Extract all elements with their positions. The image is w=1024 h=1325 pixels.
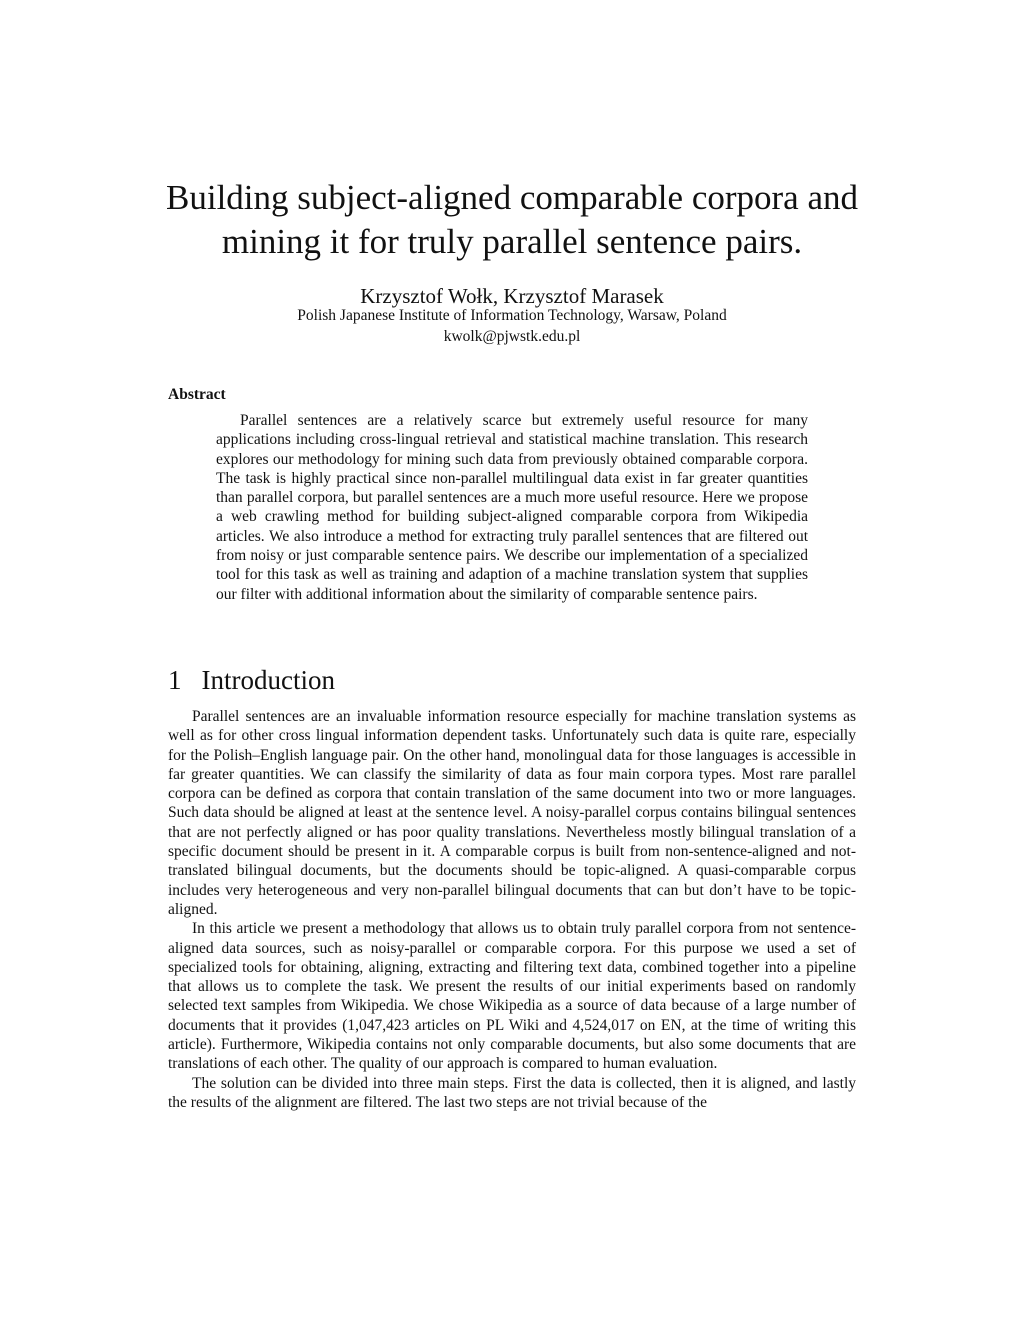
paper-affiliation: Polish Japanese Institute of Information Technology, Warsaw, Poland [297, 307, 727, 324]
section-title: Introduction [201, 665, 335, 695]
abstract-heading: Abstract [168, 386, 226, 403]
section-number: 1 [168, 665, 182, 695]
paper-title-line-2: mining it for truly parallel sentence pairs. [221, 222, 803, 261]
section-heading-introduction [168, 664, 335, 696]
introduction-body [168, 707, 856, 1112]
abstract-body: Parallel sentences are a relatively scarce but extremely useful resource for many applications including cross-lingual retrieval and statistical machine translation. This research explores our methodology for mining such data from previously obtained comparable corpora. The task is highly practical since non-parallel multilingual data exist in far greater quantities than parallel corpora, but parallel sentences are a much more useful resource. Here we propose a web crawling method for building subject-aligned comparable corpora from Wikipedia articles. We also introduce a method for extracting truly parallel sentences that are filtered out from noisy or just comparable sentence pairs. We describe our implementation of a specialized tool for this task as well as training and adaption of a machine translation system that supplies our filter with additional information about the similarity of comparable sentence pairs. [216, 412, 808, 603]
paper-email: kwolk@pjwstk.edu.pl [443, 328, 581, 345]
paper-authors: Krzysztof Wołk, Krzysztof Marasek [360, 284, 664, 308]
intro-paragraph-2: In this article we present a methodology that allows us to obtain truly parallel corpora from not sentence-aligned data sources, such as noisy-parallel or comparable corpora. For this purpose we used a set of specialized tools for obtaining, aligning, extracting and filtering text data, combined together into a pipeline that allows us to complete the task. We present the results of our initial experiments based on randomly selected text samples from Wikipedia. We chose Wikipedia as a source of data because of a large number of documents that it provides (1,047,423 articles on PL Wiki and 4,524,017 on EN, at the time of writing this article). Furthermore, Wikipedia contains not only comparable documents, but also some documents that are translations of each other. The quality of our approach is compared to human evaluation. [168, 920, 856, 1073]
intro-paragraph-3: The solution can be divided into three main steps. First the data is collected, then it is aligned, and lastly the results of the alignment are filtered. The last two steps are not trivial because of the [168, 1074, 856, 1111]
paper-title [120, 176, 904, 264]
intro-paragraph-1: Parallel sentences are an invaluable information resource especially for machine translation systems as well as for other cross lingual information dependent tasks. Unfortunately such data is quite rare, especially for the Polish–English language pair. On the other hand, monolingual data for those languages is accessible in far greater quantities. We can classify the similarity of data as four main corpora types. Most rare parallel corpora can be defined as corpora that contain translation of the same document into two or more languages. Such data should be aligned at least at the sentence level. A noisy-parallel corpus contains bilingual sentences that are not perfectly aligned or has poor quality translations. Nevertheless mostly bilingual translation of a specific document should be present in it. A comparable corpus is built from non-sentence-aligned and not-translated bilingual documents, but the documents should be topic-aligned. A quasi-comparable corpus includes very heterogeneous and very non-parallel bilingual documents that can but don’t have to be topic-aligned. [168, 708, 856, 918]
paper-title-line-1: Building subject-aligned comparable corpora and [166, 178, 858, 217]
